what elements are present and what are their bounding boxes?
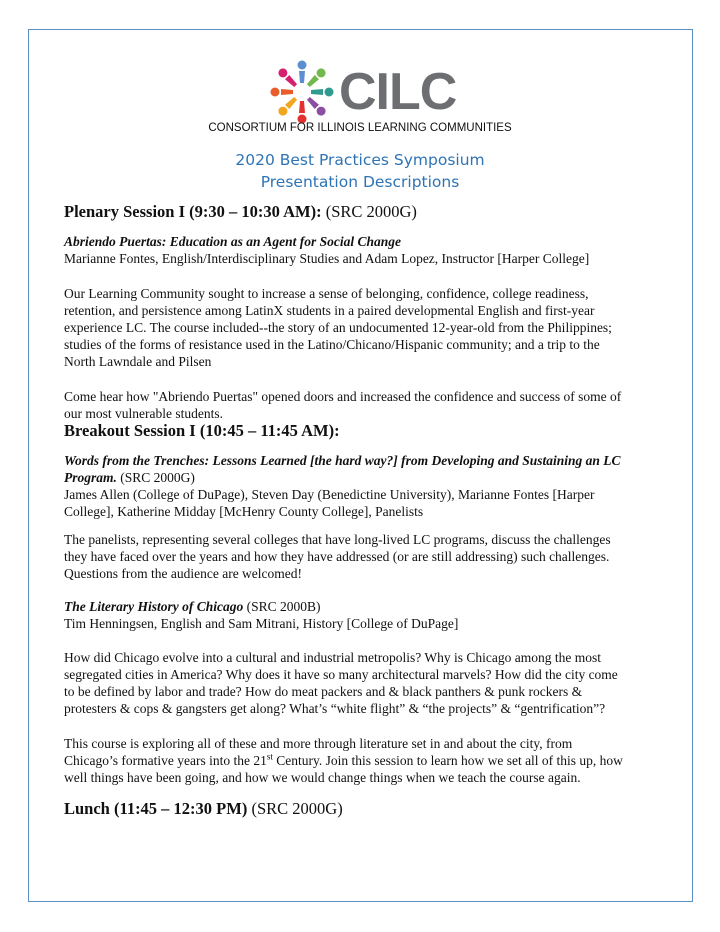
session-description-line: Questions from the audience are welcomed!: [64, 566, 303, 581]
plenary-paragraph-line: experience LC. The course included--the story of an undocumented 12-year-old from the Philippines;: [64, 320, 612, 335]
event-title: [0, 149, 720, 193]
logo-figures-icon: [268, 58, 336, 126]
logo-wordmark: CILC: [339, 63, 457, 121]
session-description-line: This course is exploring all of these and more through literature set in and about the city, from: [64, 736, 573, 751]
event-title-line-1: 2020 Best Practices Symposium: [235, 151, 485, 169]
plenary-paragraph-line: Come hear how "Abriendo Puertas" opened doors and increased the confidence and success of some of: [64, 389, 622, 404]
plenary-presenters: Marianne Fontes, English/Interdisciplinary Studies and Adam Lopez, Instructor [Harper College]: [64, 251, 590, 266]
plenary-heading: Plenary Session I (9:30 – 10:30 AM): (SRC 2000G): [64, 202, 417, 221]
session-presenters: James Allen (College of DuPage), Steven Day (Benedictine University), Marianne Fontes [Harper: [64, 487, 595, 502]
cilc-logo: [268, 58, 458, 126]
session-title-cont: Program. (SRC 2000G): [64, 470, 195, 485]
session-description-line: they have faced over the years and how they have addressed (or are still addressing) such challenges.: [64, 549, 610, 564]
session-description-line: protesters & cops & gangsters get along? What’s “white flight” & “the projects” & “gentrification”?: [64, 701, 606, 716]
session-description-line: well things have been going, and how we would change things when we teach the course again.: [64, 770, 581, 785]
plenary-title: Abriendo Puertas: Education as an Agent for Social Change: [64, 234, 402, 249]
lunch-heading: Lunch (11:45 – 12:30 PM) (SRC 2000G): [64, 799, 343, 818]
session-presenters: College], Katherine Midday [McHenry County College], Panelists: [64, 504, 424, 519]
session-description-line: to be defined by labor and trade? How do meat packers and & black panthers & punk rockers &: [64, 684, 583, 699]
plenary-paragraph-line: North Lawndale and Pilsen: [64, 354, 212, 369]
plenary-paragraph-line: Our Learning Community sought to increase a sense of belonging, confidence, college readiness,: [64, 286, 589, 301]
breakout-heading: Breakout Session I (10:45 – 11:45 AM):: [64, 421, 340, 440]
session-presenters: Tim Henningsen, English and Sam Mitrani, History [College of DuPage]: [64, 616, 459, 631]
plenary-paragraph-line: our most vulnerable students.: [64, 406, 223, 421]
consortium-name: CONSORTIUM FOR ILLINOIS LEARNING COMMUNITIES: [208, 122, 512, 134]
session-title: Words from the Trenches: Lessons Learned [the hard way?] from Developing and Sustaining an LC: [64, 453, 621, 468]
session-description-line: How did Chicago evolve into a cultural and industrial metropolis? Why is Chicago among the most: [64, 650, 602, 665]
plenary-paragraph-line: retention, and persistence among LatinX students in a paired developmental English and first-year: [64, 303, 595, 318]
session-description-line: segregated cities in America? Why does it have so many architectural marvels? How did the city come: [64, 667, 618, 682]
session-description-line: Chicago’s formative years into the 21st Century. Join this session to learn how we set all of this up, how: [64, 751, 623, 768]
event-title-line-2: Presentation Descriptions: [260, 173, 460, 191]
session-title: The Literary History of Chicago (SRC 2000B): [64, 599, 321, 614]
plenary-paragraph-line: studies of the forms of resistance used in the Latino/Chicano/Hispanic community; and a trip to the: [64, 337, 600, 352]
session-description-line: The panelists, representing several colleges that have long-lived LC programs, discuss the challenges: [64, 532, 611, 547]
